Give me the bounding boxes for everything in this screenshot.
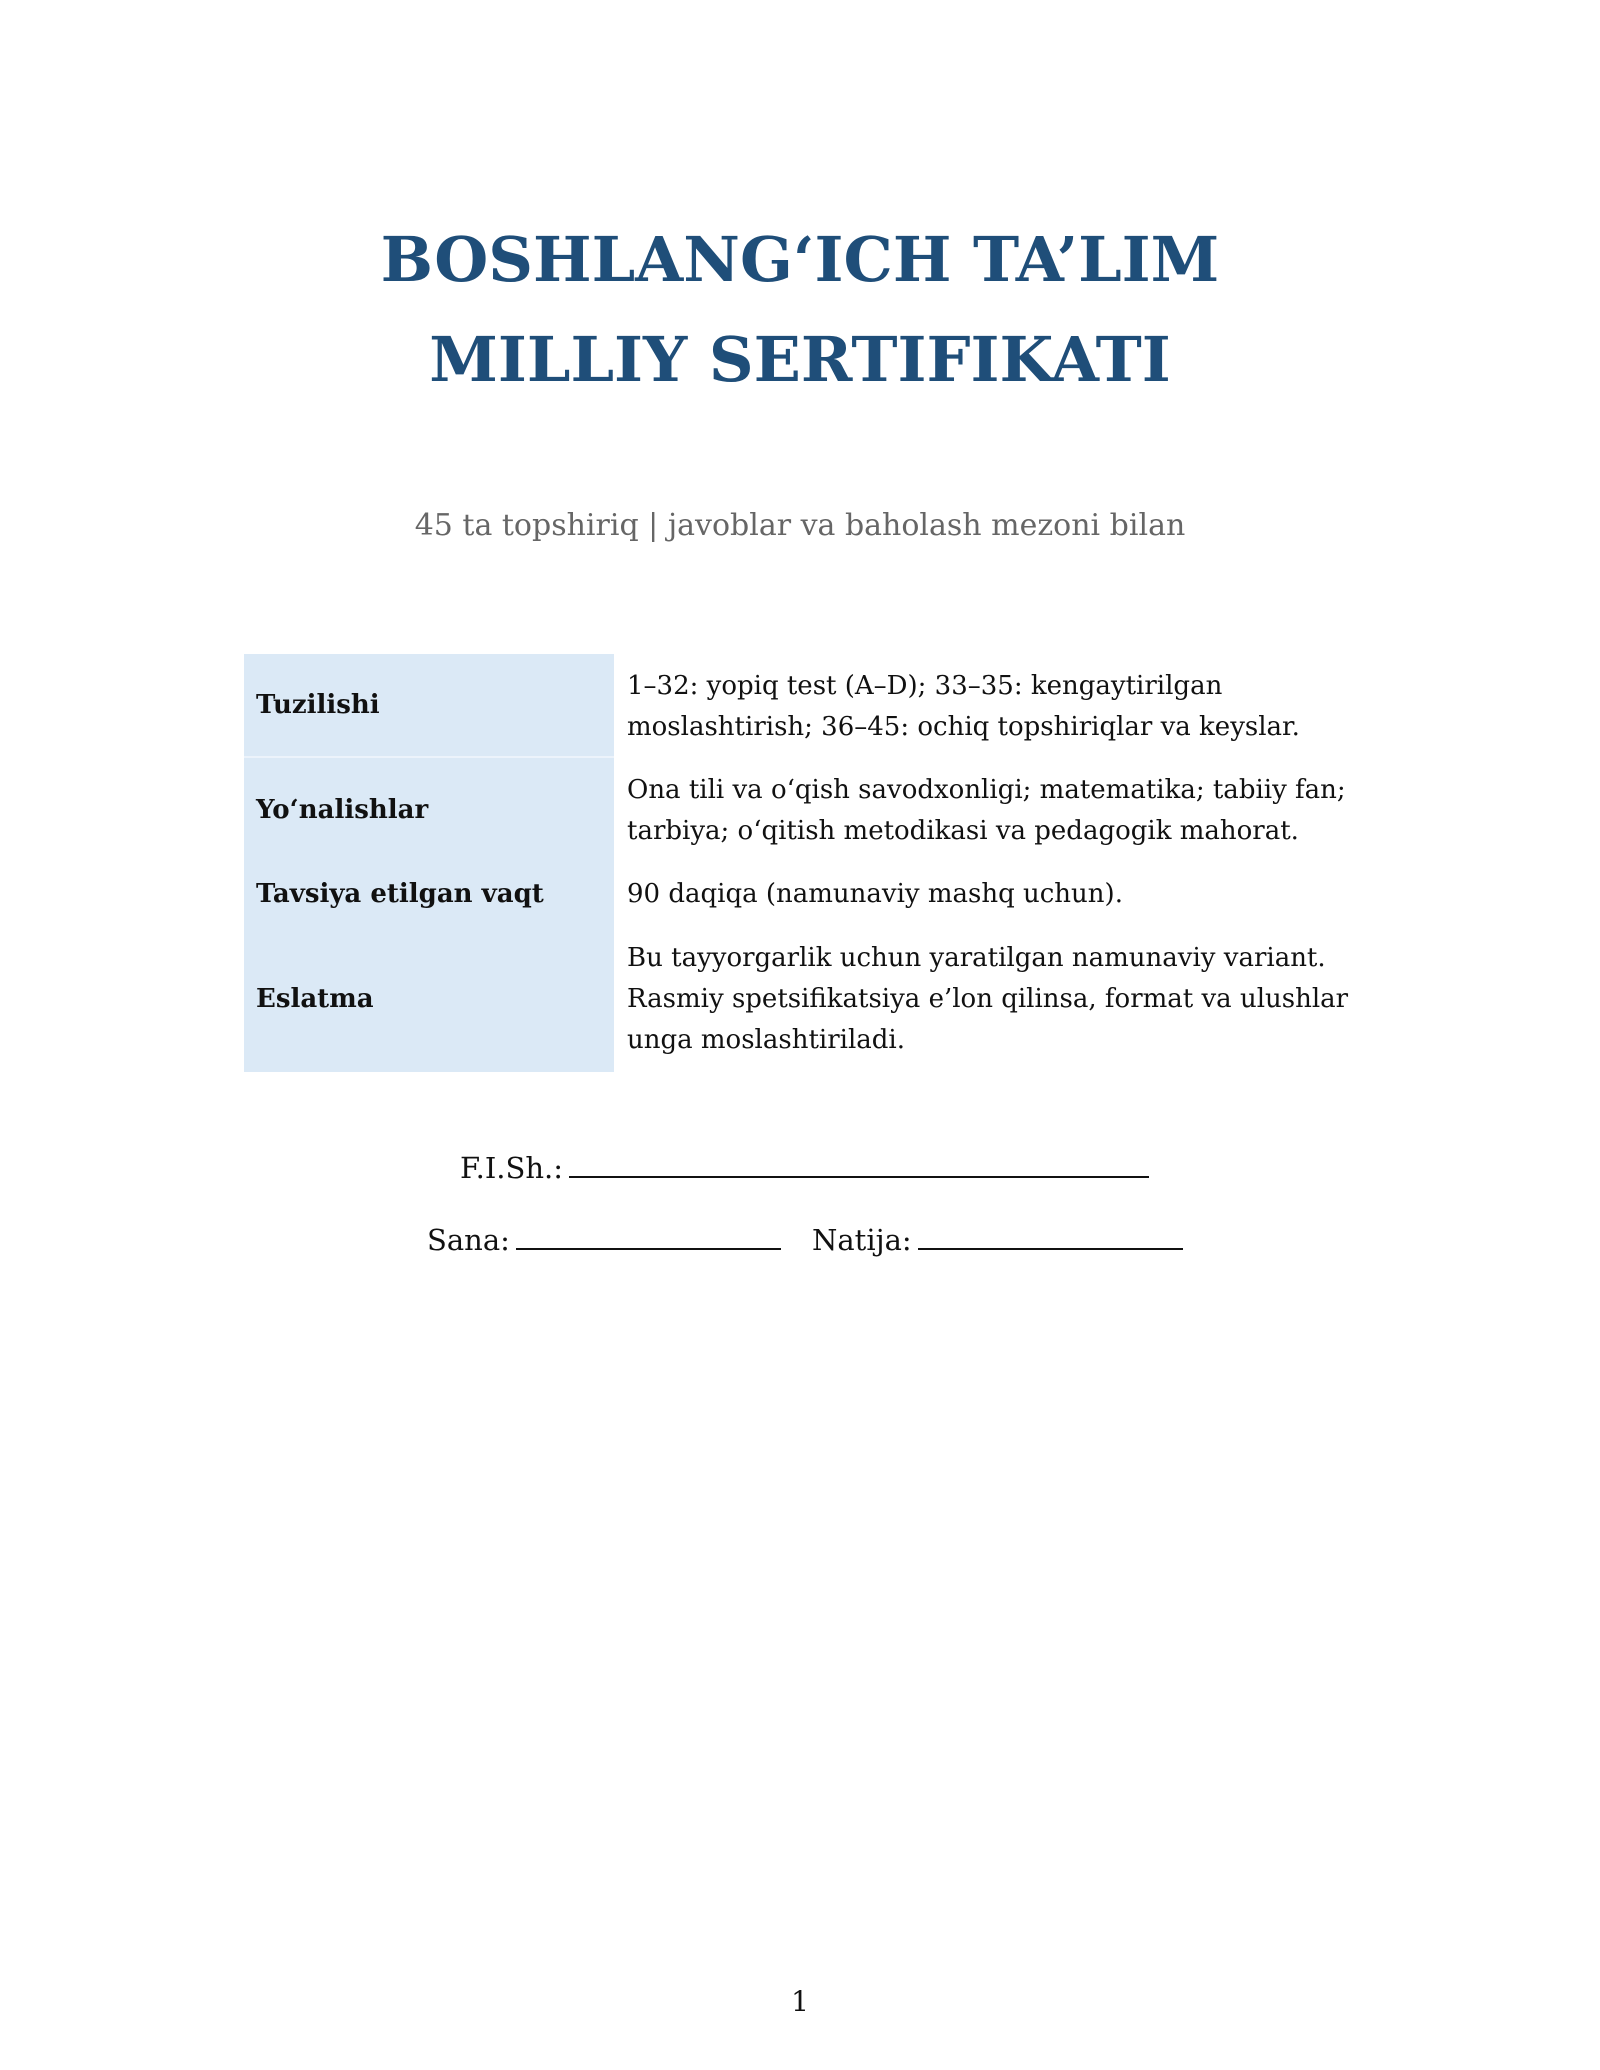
date-field [427,1220,781,1257]
page-number: 1 [791,1985,809,2018]
info-value-line: Bu tayyorgarlik uchun yaratilgan namunaviy variant. [627,943,1326,973]
info-value-line: Rasmiy spetsifikatsiya e’lon qilinsa, format va ulushlar [627,984,1349,1014]
document-subtitle: 45 ta topshiriq | javoblar va baholash mezoni bilan [414,508,1186,543]
info-value-line: Ona tili va o‘qish savodxonligi; matematika; tabiiy fan; [627,775,1346,805]
info-value-line: moslashtirish; 36–45: ochiq topshiriqlar va keyslar. [627,712,1300,742]
info-row-structure [244,654,1364,758]
info-label: Tavsiya etilgan vaqt [244,862,614,926]
result-blank-line[interactable] [918,1220,1183,1250]
info-row-time [244,862,1364,926]
fish-blank-line[interactable] [569,1148,1149,1178]
info-row-directions [244,758,1364,862]
info-value [614,654,1364,758]
document-title-line-2: MILLIY SERTIFIKATI [429,323,1171,396]
fish-label: F.I.Sh.: [460,1151,564,1185]
info-value [614,926,1364,1072]
document-title-line-1: BOSHLANG‘ICH TA’LIM [380,223,1220,296]
info-value-line: unga moslashtiriladi. [627,1025,906,1055]
fish-field [460,1148,1149,1185]
info-value [614,758,1364,862]
info-value-line: 90 daqiqa (namunaviy mashq uchun). [627,879,1123,909]
info-row-note [244,926,1364,1072]
info-value [614,862,1364,926]
result-field [812,1220,1183,1257]
info-label: Yo‘nalishlar [244,758,614,862]
info-table [244,654,1364,1072]
info-label: Eslatma [244,926,614,1072]
result-label: Natija: [812,1223,912,1257]
info-value-line: 1–32: yopiq test (A–D); 33–35: kengaytirilgan [627,671,1223,701]
date-blank-line[interactable] [516,1220,781,1250]
info-value-line: tarbiya; o‘qitish metodikasi va pedagogik mahorat. [627,816,1299,846]
date-label: Sana: [427,1223,510,1257]
info-label: Tuzilishi [244,654,614,758]
